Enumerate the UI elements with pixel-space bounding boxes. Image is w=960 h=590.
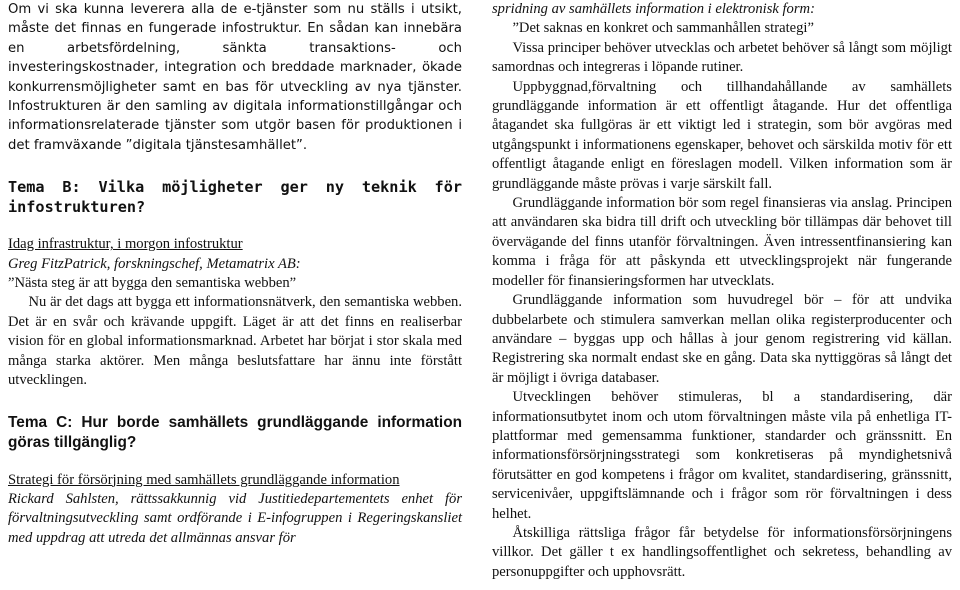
theme-b-heading: Tema B: Vilka möjligheter ger ny teknik för infostrukturen? — [8, 178, 462, 217]
right-column — [492, 0, 952, 582]
intro-text-continued: Infostrukturen är den samling av digitala informationstillgångar och informationsrelaterade tjänster som utgör basen för produktionen i det framväxande ”digitala tjänstesamhället”. — [8, 99, 462, 153]
quote: ”Det saknas en konkret och sammanhållen strategi” — [512, 20, 814, 37]
theme-b-byline: Greg FitzPatrick, forskningschef, Metamatrix AB: — [8, 255, 301, 272]
body-paragraph: Åtskilliga rättsliga frågor får betydelse för informationsförsörjningens villkor. Det gäller t ex handlingsoffentlighet och sekretess, behandling av personuppgifter och upphovsrätt. — [492, 524, 952, 580]
theme-c-subtitle: Strategi för försörjning med samhällets grundläggande information — [8, 471, 400, 488]
theme-c-byline: Rickard Sahlsten, rättssakkunnig vid Justitiedepartementets enhet för förvaltningsutveckling samt ordförande i E-infogruppen i Regeringskansliet med uppdrag att utreda det allmännas ansvar för — [8, 490, 462, 546]
theme-c-heading: Tema C: Hur borde samhällets grundläggande information göras tillgänglig? — [8, 413, 462, 451]
body-paragraph: Utvecklingen behöver stimuleras, bl a standardisering, där informationsutbytet inom och utom förvaltningen måste vila på enhetliga IT-plattformar med gemensamma funktioner, standarder och gränssnitt. En informationsförsörjningsstrategi som konkretiseras på myndighetsnivå förutsätter en god kompetens i frågor om kvalitet, standardisering, gränssnitt, servicenivåer, uppgiftslämnande och i frågor som rör förvaltningen i dess helhet. — [492, 389, 952, 522]
body-paragraph: Vissa principer behöver utvecklas och arbetet behöver så långt som möjligt samordnas och integreras i löpande rutiner. — [492, 39, 952, 76]
intro-paragraph — [8, 0, 462, 155]
theme-b-subtitle: Idag infrastruktur, i morgon infostruktur — [8, 236, 243, 253]
left-column — [8, 0, 462, 548]
body-paragraph: Uppbyggnad,förvaltning och tillhandahållande av samhällets grundläggande information är ett offentligt åtagande. Hur det offentliga åtagandet ska fullgöras är ett viktigt led i strategin, som bör avgöras med utgångspunkt i informationens egenskaper, behovet och särskilda motiv för ett offentligt åtagande enligt en föreslagen modell. Vilken information som är grundläggande måste prövas i varje särskilt fall. — [492, 78, 952, 192]
theme-b-body: Nu är det dags att bygga ett informationsnätverk, den semantiska webben. Det är en svår och krävande uppgift. Läget är att det finns en realiserbar vision för en global informationsmarknad. Arbetet har börjat i stor skala med många starka aktörer. Men många beslutsfattare har ännu inte förstått utvecklingen. — [8, 294, 462, 389]
continued-byline: spridning av samhällets information i elektronisk form: — [492, 1, 815, 17]
intro-text: Om vi ska kunna leverera alla de e-tjänster som nu ställs i utsikt, måste det finnas en fungerade infostruktur. En sådan kan innebära en arbetsfördelning, sänkta transaktions- och investeringskostnader, integration och breddade marknader, ökade konkurrensmöjligheter samt en bas för utveckling av nya tjänster. — [8, 2, 462, 95]
body-paragraph: Grundläggande information bör som regel finansieras via anslag. Principen att användaren ska bidra till drift och utveckling bör tillämpas där behovet till övervägande del finns utanför förvaltningen. Även intressentfinansiering kan komma i fråga för att påskynda ett utvecklingsprojekt när fungerande modeller för finansieringsformen har utvecklats. — [492, 195, 952, 289]
body-paragraph: Grundläggande information som huvudregel bör – för att undvika dubbelarbete och stimulera samverkan mellan olika registerproducenter och användare – byggas upp och hållas à jour genom registrering vid källan. Registrering ska normalt endast ske en gång. Data ska nyttiggöras så långt det är möjligt i övriga databaser. — [492, 292, 952, 386]
theme-b-quote: ”Nästa steg är att bygga den semantiska webben” — [8, 275, 297, 292]
